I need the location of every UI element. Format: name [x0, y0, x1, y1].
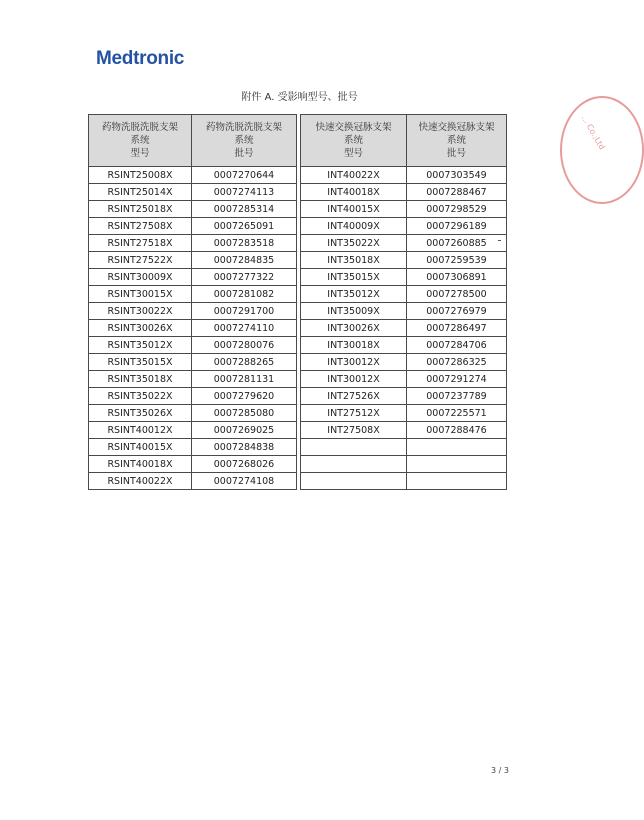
- lot-cell: 0007291274: [407, 371, 507, 388]
- header-lot-2: [407, 115, 507, 167]
- model-cell: RSINT40012X: [89, 422, 192, 439]
- table-header: [89, 115, 507, 167]
- table-row: [89, 354, 507, 371]
- lot-cell: 0007278500: [407, 286, 507, 303]
- model-cell: RSINT25014X: [89, 184, 192, 201]
- header-line: 型号: [130, 148, 150, 159]
- lot-cell: 0007276979: [407, 303, 507, 320]
- model-cell: INT30012X: [301, 354, 407, 371]
- header-line: 系统: [130, 135, 150, 146]
- model-cell: INT27508X: [301, 422, 407, 439]
- company-logo: Medtronic: [96, 48, 185, 69]
- header-row: [89, 115, 507, 167]
- table-row: [89, 405, 507, 422]
- model-cell: RSINT40015X: [89, 439, 192, 456]
- table-row: [89, 456, 507, 473]
- model-cell: RSINT40018X: [89, 456, 192, 473]
- company-seal: [560, 96, 644, 204]
- table-row: [89, 473, 507, 490]
- table-row: [89, 303, 507, 320]
- lot-cell: 0007286325: [407, 354, 507, 371]
- header-model-2: [301, 115, 407, 167]
- lot-cell: 0007291700: [192, 303, 297, 320]
- model-cell: RSINT27508X: [89, 218, 192, 235]
- lot-cell: 0007284835: [192, 252, 297, 269]
- lot-cell: 0007274108: [192, 473, 297, 490]
- lot-cell: 0007296189: [407, 218, 507, 235]
- model-cell: RSINT27518X: [89, 235, 192, 252]
- header-line: 系统: [446, 135, 466, 146]
- lot-cell: 0007237789: [407, 388, 507, 405]
- lot-cell: [407, 439, 507, 456]
- table-row: [89, 422, 507, 439]
- lot-cell: 0007280076: [192, 337, 297, 354]
- lot-cell: 0007274113: [192, 184, 297, 201]
- lot-cell: 0007225571: [407, 405, 507, 422]
- table-row: [89, 320, 507, 337]
- model-cell: RSINT25008X: [89, 167, 192, 184]
- model-cell: INT35022X: [301, 235, 407, 252]
- lot-cell: 0007268026: [192, 456, 297, 473]
- affected-products-table: [88, 114, 507, 490]
- lot-cell: 0007306891: [407, 269, 507, 286]
- model-cell: [301, 439, 407, 456]
- model-cell: INT35009X: [301, 303, 407, 320]
- table-row: [89, 439, 507, 456]
- model-cell: RSINT27522X: [89, 252, 192, 269]
- model-cell: INT27526X: [301, 388, 407, 405]
- model-cell: INT40018X: [301, 184, 407, 201]
- lot-cell: 0007298529: [407, 201, 507, 218]
- model-cell: INT35012X: [301, 286, 407, 303]
- lot-cell: 0007270644: [192, 167, 297, 184]
- header-model-1: [89, 115, 192, 167]
- header-line: 系统: [234, 135, 254, 146]
- model-cell: RSINT35012X: [89, 337, 192, 354]
- lot-cell: 0007281082: [192, 286, 297, 303]
- lot-cell: 0007260885: [407, 235, 507, 252]
- header-line: 药物洗脱洗脱支架: [205, 122, 282, 133]
- table-row: [89, 184, 507, 201]
- lot-cell: 0007284838: [192, 439, 297, 456]
- lot-cell: 0007279620: [192, 388, 297, 405]
- model-cell: RSINT35015X: [89, 354, 192, 371]
- lot-cell: 0007277322: [192, 269, 297, 286]
- header-line: 快速交换冠脉支架: [418, 122, 495, 133]
- lot-cell: 0007303549: [407, 167, 507, 184]
- model-cell: [301, 456, 407, 473]
- table-row: [89, 201, 507, 218]
- model-cell: INT40009X: [301, 218, 407, 235]
- header-line: 系统: [343, 135, 363, 146]
- lot-cell: 0007259539: [407, 252, 507, 269]
- lot-cell: 0007274110: [192, 320, 297, 337]
- lot-cell: [407, 456, 507, 473]
- table-row: [89, 371, 507, 388]
- table-row: [89, 269, 507, 286]
- table-row: [89, 218, 507, 235]
- table-row: [89, 286, 507, 303]
- model-cell: [301, 473, 407, 490]
- lot-cell: 0007285080: [192, 405, 297, 422]
- model-cell: RSINT25018X: [89, 201, 192, 218]
- model-cell: RSINT30026X: [89, 320, 192, 337]
- lot-cell: 0007283518: [192, 235, 297, 252]
- header-line: 型号: [343, 148, 363, 159]
- lot-cell: [407, 473, 507, 490]
- model-cell: RSINT40022X: [89, 473, 192, 490]
- lot-cell: 0007285314: [192, 201, 297, 218]
- table-row: [89, 167, 507, 184]
- table-row: [89, 235, 507, 252]
- lot-cell: 0007288476: [407, 422, 507, 439]
- model-cell: INT27512X: [301, 405, 407, 422]
- model-cell: RSINT30015X: [89, 286, 192, 303]
- page-title: 附件 A. 受影响型号、批号: [241, 92, 358, 103]
- model-cell: RSINT35026X: [89, 405, 192, 422]
- model-cell: INT30026X: [301, 320, 407, 337]
- model-cell: INT30018X: [301, 337, 407, 354]
- model-cell: RSINT30009X: [89, 269, 192, 286]
- scan-mark: [498, 240, 501, 241]
- model-cell: RSINT35018X: [89, 371, 192, 388]
- model-cell: INT40015X: [301, 201, 407, 218]
- header-lot-1: [192, 115, 297, 167]
- model-cell: INT35015X: [301, 269, 407, 286]
- header-line: 快速交换冠脉支架: [315, 122, 392, 133]
- header-line: 药物洗脱洗脱支架: [101, 122, 178, 133]
- model-cell: INT40022X: [301, 167, 407, 184]
- lot-cell: 0007286497: [407, 320, 507, 337]
- table-row: [89, 388, 507, 405]
- model-cell: INT30012X: [301, 371, 407, 388]
- header-line: 批号: [234, 148, 254, 159]
- header-line: 批号: [446, 148, 466, 159]
- table-row: [89, 337, 507, 354]
- lot-cell: 0007269025: [192, 422, 297, 439]
- lot-cell: 0007288265: [192, 354, 297, 371]
- page-number: 3 / 3: [491, 766, 509, 775]
- lot-cell: 0007265091: [192, 218, 297, 235]
- model-cell: RSINT30022X: [89, 303, 192, 320]
- table-row: [89, 252, 507, 269]
- seal-text: ... Co.,Ltd: [579, 113, 607, 152]
- model-cell: INT35018X: [301, 252, 407, 269]
- lot-cell: 0007288467: [407, 184, 507, 201]
- lot-cell: 0007281131: [192, 371, 297, 388]
- lot-cell: 0007284706: [407, 337, 507, 354]
- table-body: [89, 167, 507, 490]
- model-cell: RSINT35022X: [89, 388, 192, 405]
